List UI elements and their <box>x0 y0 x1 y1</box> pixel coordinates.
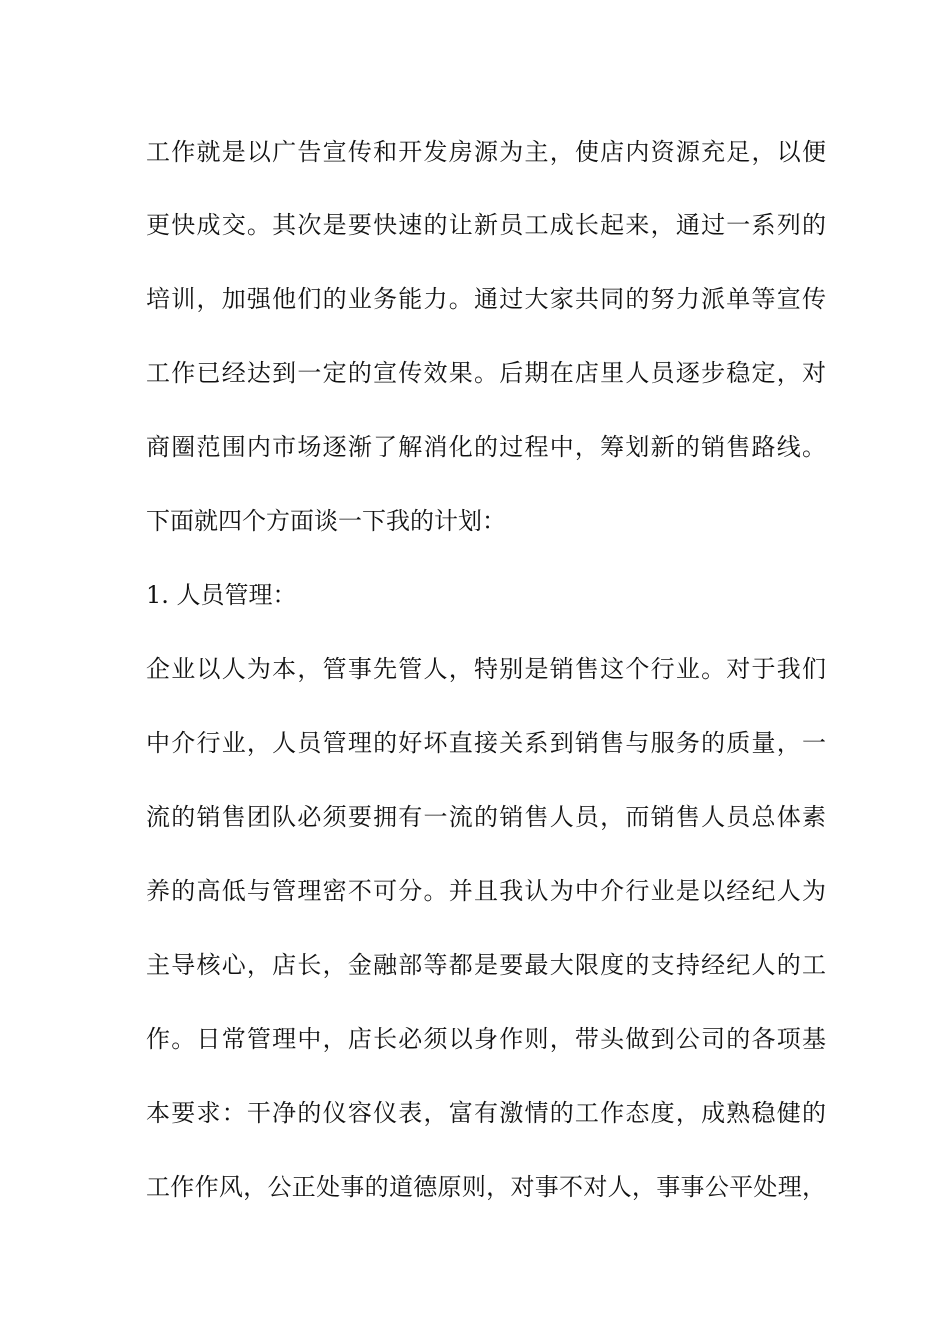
paragraph-line: 工作作风，公正处事的道德原则，对事不对人，事事公平处理， <box>146 1173 826 1201</box>
paragraph-line: 下面就四个方面谈一下我的计划： <box>146 507 506 535</box>
paragraph-line: 流的销售团队必须要拥有一流的销售人员，而销售人员总体素 <box>146 803 826 831</box>
paragraph-line: 养的高低与管理密不可分。并且我认为中介行业是以经纪人为 <box>146 877 826 905</box>
paragraph-line: 培训，加强他们的业务能力。通过大家共同的努力派单等宣传 <box>146 285 826 313</box>
paragraph-line: 工作就是以广告宣传和开发房源为主，使店内资源充足，以便 <box>146 138 826 166</box>
paragraph-line: 工作已经达到一定的宣传效果。后期在店里人员逐步稳定，对 <box>146 359 826 387</box>
paragraph-line: 本要求：干净的仪容仪表，富有激情的工作态度，成熟稳健的 <box>146 1099 826 1127</box>
paragraph-line: 商圈范围内市场逐渐了解消化的过程中，筹划新的销售路线。 <box>146 433 826 461</box>
paragraph-line: 企业以人为本，管事先管人，特别是销售这个行业。对于我们 <box>146 655 826 683</box>
section-heading: 1. 人员管理： <box>146 581 297 609</box>
paragraph-line: 中介行业，人员管理的好坏直接关系到销售与服务的质量，一 <box>146 729 826 757</box>
paragraph-line: 主导核心，店长，金融部等都是要最大限度的支持经纪人的工 <box>146 951 826 979</box>
paragraph-line: 作。日常管理中，店长必须以身作则，带头做到公司的各项基 <box>146 1025 826 1053</box>
paragraph-line: 更快成交。其次是要快速的让新员工成长起来，通过一系列的 <box>146 211 826 239</box>
